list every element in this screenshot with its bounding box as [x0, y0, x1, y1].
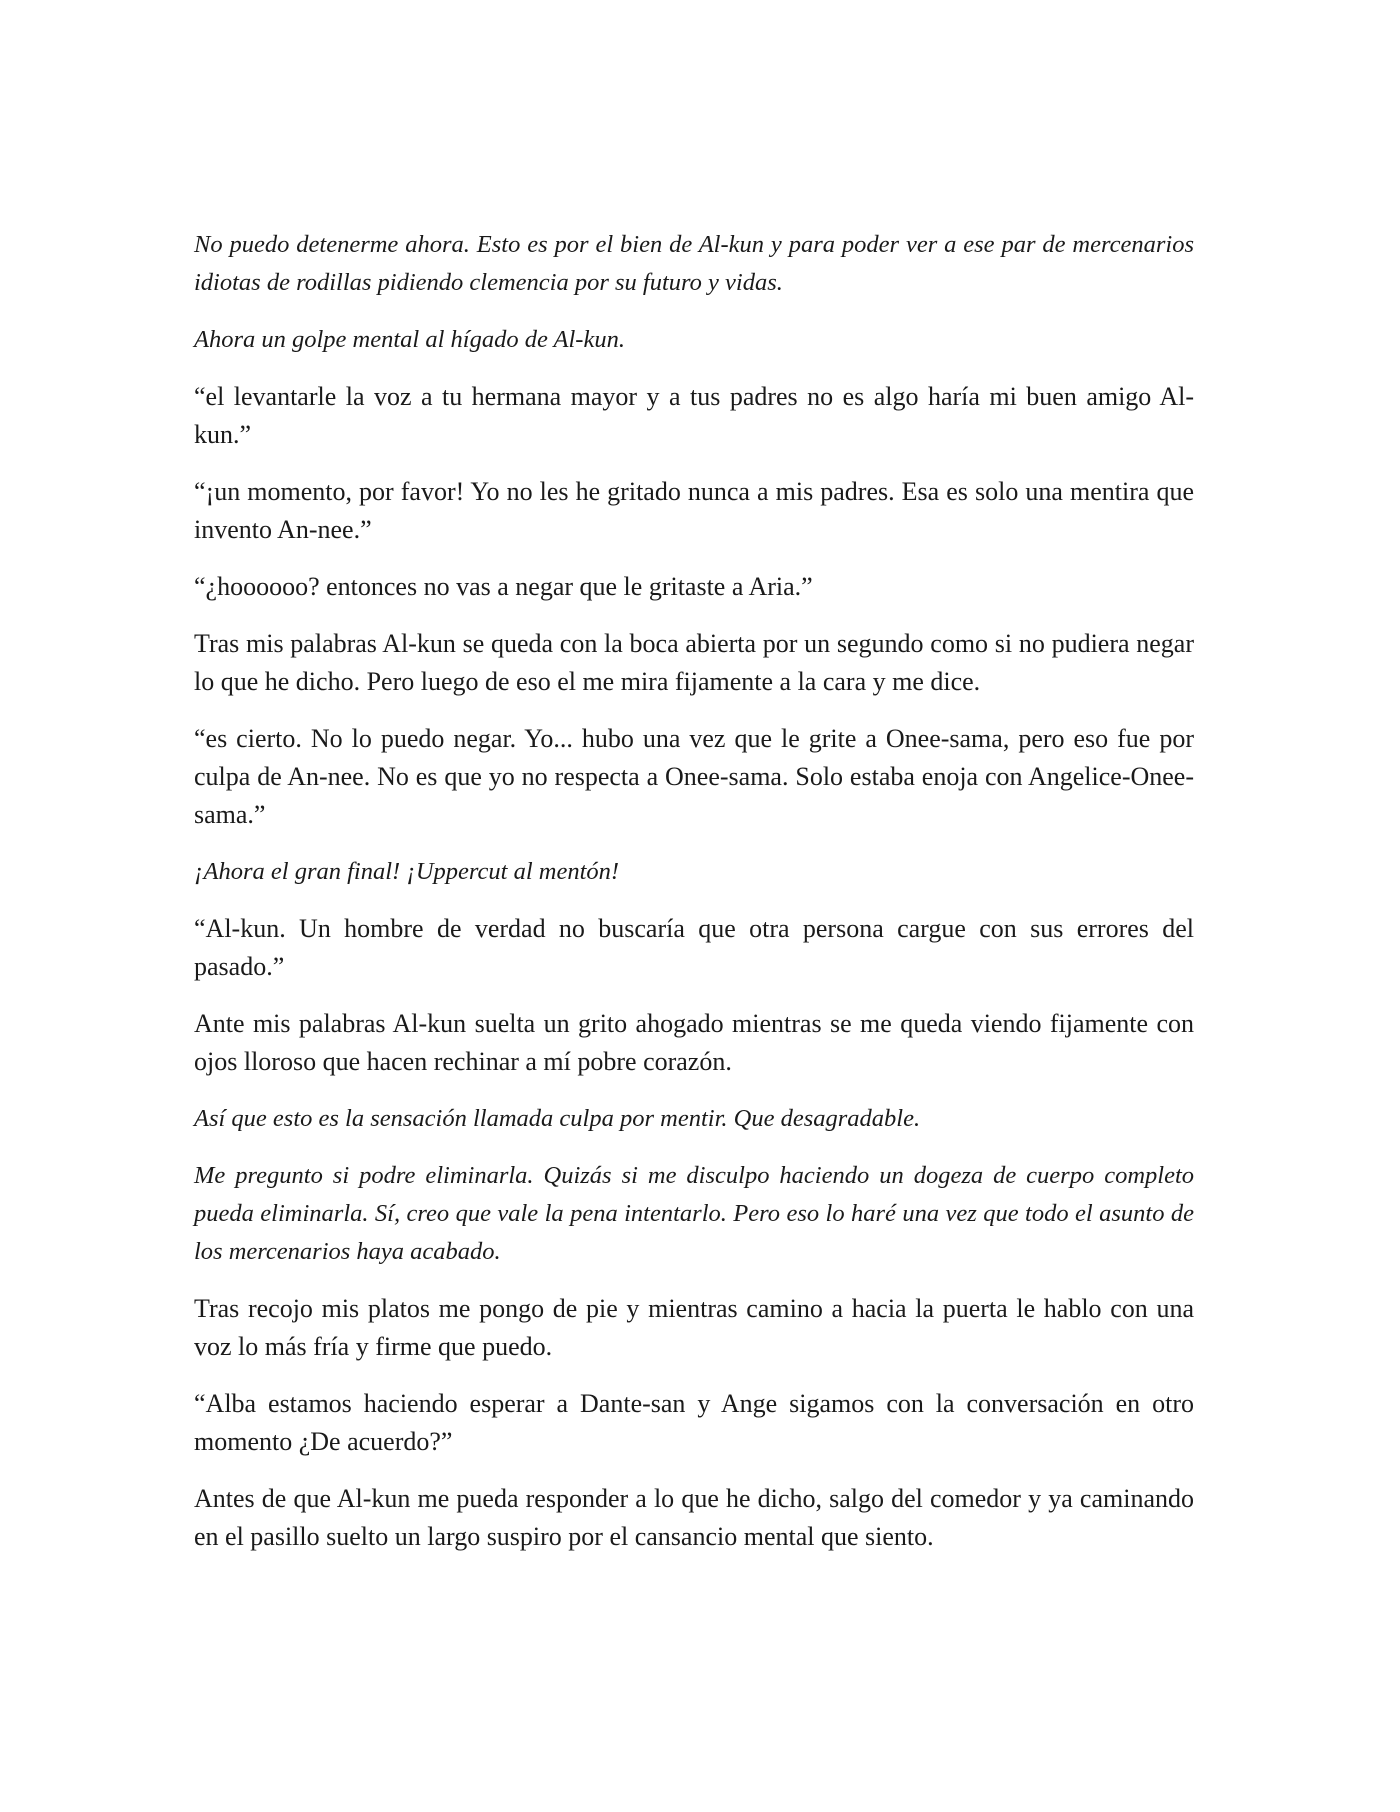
- paragraph-11: Así que esto es la sensación llamada culpa por mentir. Que desagradable.: [194, 1105, 921, 1132]
- paragraph-1: No puedo detenerme ahora. Esto es por el bien de Al-kun y para poder ver a ese par de mercenarios idiotas de rodillas pidiendo clemencia por su futuro y vidas.: [194, 231, 1194, 296]
- paragraph-9: “Al-kun. Un hombre de verdad no buscaría que otra persona cargue con sus errores del pasado.”: [194, 914, 1194, 981]
- paragraph-4: “¡un momento, por favor! Yo no les he gritado nunca a mis padres. Esa es solo una mentira que invento An-nee.”: [194, 477, 1194, 544]
- paragraph-14: “Alba estamos haciendo esperar a Dante-san y Ange sigamos con la conversación en otro momento ¿De acuerdo?”: [194, 1389, 1194, 1456]
- paragraph-10: Ante mis palabras Al-kun suelta un grito ahogado mientras se me queda viendo fijamente con ojos lloroso que hacen rechinar a mí pobre corazón.: [194, 1009, 1194, 1076]
- paragraph-15: Antes de que Al-kun me pueda responder a lo que he dicho, salgo del comedor y ya caminando en el pasillo suelto un largo suspiro por el cansancio mental que siento.: [194, 1484, 1194, 1551]
- paragraph-2: Ahora un golpe mental al hígado de Al-kun.: [194, 326, 625, 353]
- paragraph-12: Me pregunto si podre eliminarla. Quizás si me disculpo haciendo un dogeza de cuerpo completo pueda eliminarla. Sí, creo que vale la pena intentarlo. Pero eso lo haré una vez que todo el asunto de los mercenarios haya acabado.: [194, 1162, 1194, 1265]
- paragraph-13: Tras recojo mis platos me pongo de pie y mientras camino a hacia la puerta le hablo con una voz lo más fría y firme que puedo.: [194, 1294, 1194, 1361]
- document-page: [194, 226, 1194, 1575]
- paragraph-6: Tras mis palabras Al-kun se queda con la boca abierta por un segundo como si no pudiera negar lo que he dicho. Pero luego de eso el me mira fijamente a la cara y me dice.: [194, 629, 1194, 696]
- paragraph-7: “es cierto. No lo puedo negar. Yo... hubo una vez que le grite a Onee-sama, pero eso fue por culpa de An-nee. No es que yo no respecta a Onee-sama. Solo estaba enoja con Angelice-Onee-sama.”: [194, 724, 1194, 829]
- paragraph-5: “¿hoooooo? entonces no vas a negar que le gritaste a Aria.”: [194, 572, 813, 601]
- paragraph-3: “el levantarle la voz a tu hermana mayor y a tus padres no es algo haría mi buen amigo Al-kun.”: [194, 382, 1194, 449]
- paragraph-8: ¡Ahora el gran final! ¡Uppercut al mentón!: [194, 858, 620, 885]
